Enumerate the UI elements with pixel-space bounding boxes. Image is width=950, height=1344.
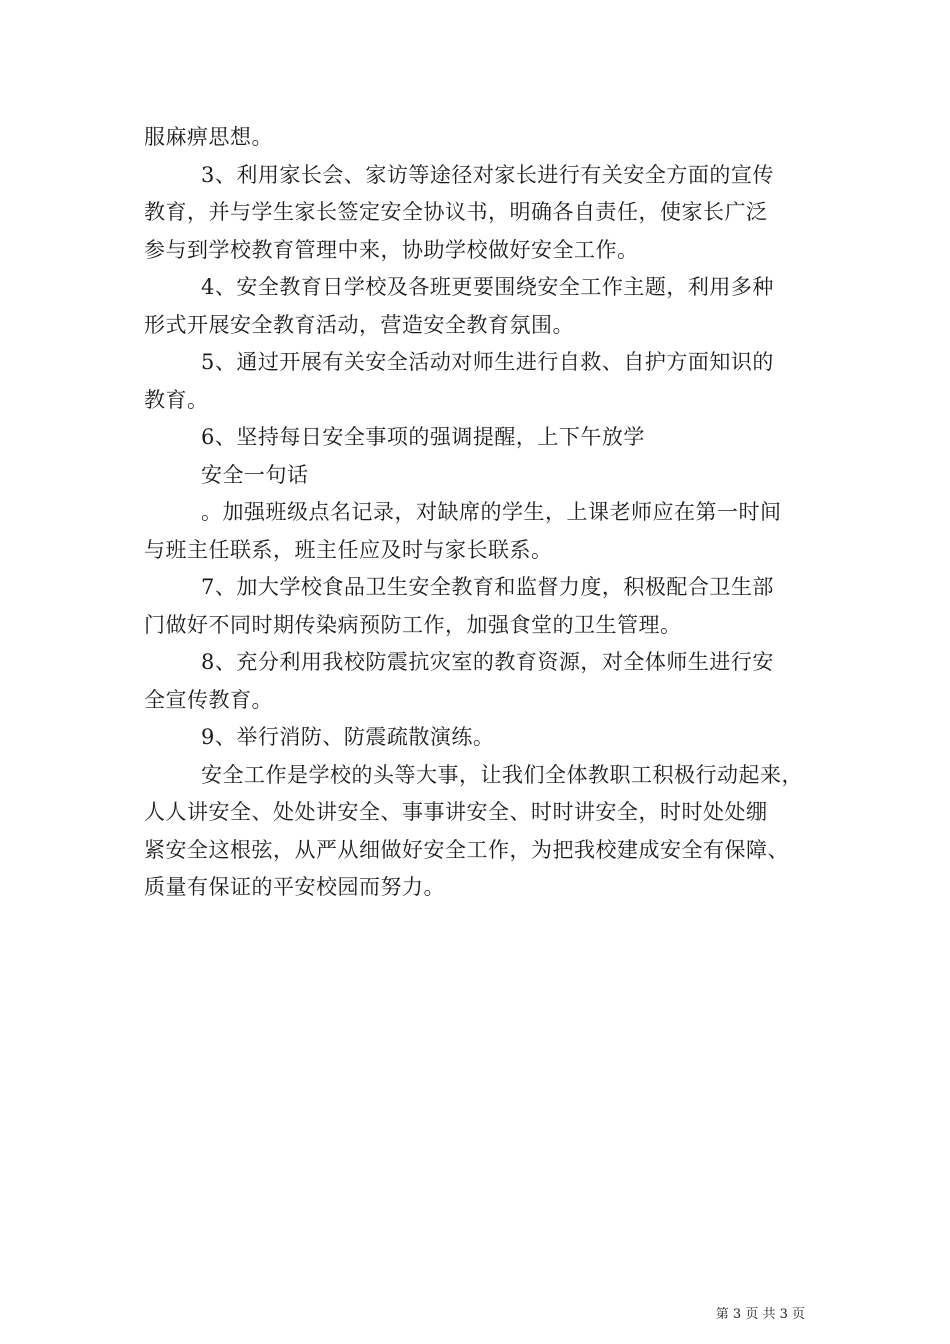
text-line: 人人讲安全、处处讲安全、事事讲安全、时时讲安全，时时处处绷 (144, 800, 768, 824)
text-line: 质量有保证的平安校园而努力。 (144, 875, 445, 899)
text-line: 紧安全这根弦，从严从细做好安全工作，为把我校建成安全有保障、 (144, 837, 789, 862)
text-line: 形式开展安全教育活动，营造安全教育氛围。 (144, 312, 574, 337)
text-line: 3、利用家长会、家访等途径对家长进行有关安全方面的宣传 (201, 162, 774, 187)
text-line: 5、通过开展有关安全活动对师生进行自救、自护方面知识的 (201, 350, 774, 374)
text-line: 服麻痹思想。 (144, 125, 273, 149)
text-line: 4、安全教育日学校及各班更要围绕安全工作主题，利用多种 (201, 275, 774, 299)
text-line: 安全工作是学校的头等大事，让我们全体教职工积极行动起来， (201, 762, 803, 787)
text-line: 全宣传教育。 (144, 687, 273, 712)
text-line: 。加强班级点名记录，对缺席的学生，上课老师应在第一时间 (201, 500, 782, 524)
page-number-footer: 第 3 页 共 3 页 (715, 1307, 805, 1322)
document-body (144, 119, 814, 907)
text-line: 参与到学校教育管理中来，协助学校做好安全工作。 (144, 237, 639, 262)
text-line: 9、举行消防、防震疏散演练。 (201, 725, 495, 749)
text-line: 与班主任联系，班主任应及时与家长联系。 (144, 537, 553, 562)
text-line: 6、坚持每日安全事项的强调提醒，上下午放学 (201, 425, 645, 449)
text-line: 安全一句话 (201, 462, 309, 487)
text-line: 教育，并与学生家长签定安全协议书，明确各自责任，使家长广泛 (144, 200, 768, 224)
text-line: 8、充分利用我校防震抗灾室的教育资源，对全体师生进行安 (201, 650, 774, 674)
text-line: 7、加大学校食品卫生安全教育和监督力度，积极配合卫生部 (201, 575, 774, 599)
text-line: 门做好不同时期传染病预防工作，加强食堂的卫生管理。 (144, 612, 682, 637)
text-line: 教育。 (144, 387, 209, 412)
